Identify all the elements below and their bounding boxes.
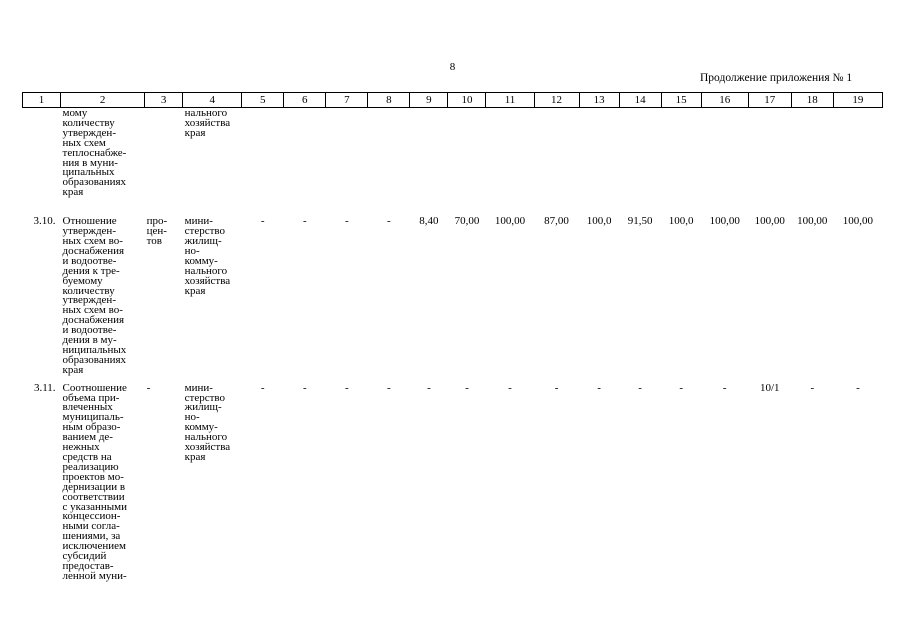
value-cell: - (387, 381, 391, 394)
value-cell: - (508, 381, 512, 394)
value-cell: - (597, 381, 601, 394)
page-number: 8 (449, 61, 456, 73)
header-cell: 1 (23, 93, 61, 108)
unit-cell: - (146, 381, 151, 394)
header-cell: 7 (326, 93, 368, 108)
indicator-name: Соотношение объема при- влеченных муниципаль- ным образо- ванием де- нежных средств на реализацию проектов мо- дернизации в соответствии с указанными концессион- ными согла- шениями, за исключением субсидий предостав- ленной муни- (62, 381, 127, 582)
value-cell: - (722, 381, 727, 394)
value-cell (833, 108, 882, 199)
value-cell (661, 108, 701, 199)
value-cell (326, 108, 368, 199)
table-row (23, 198, 883, 376)
value-cell: - (260, 381, 265, 394)
header-cell: 13 (579, 93, 619, 108)
value-cell: 91,50 (627, 215, 653, 228)
continuation-title: Продолжение приложения № 1 (700, 72, 853, 84)
indicator-name: Отношение утвержден- ных схем во- доснабжения и водоотве- дения к тре- буемому количеству утвержден- ных схем во- доснабжения и водоотве- дения в му- ниципальных образованиях края (62, 215, 127, 376)
value-cell (368, 108, 410, 199)
table-row (23, 376, 883, 582)
header-cell: 15 (661, 93, 701, 108)
value-cell: 100,0 (668, 215, 694, 228)
value-cell: - (638, 381, 642, 394)
value-cell (748, 108, 791, 199)
header-cell: 18 (791, 93, 833, 108)
header-row (23, 93, 883, 108)
value-cell (486, 108, 534, 199)
value-cell: - (427, 381, 431, 394)
header-cell: 6 (284, 93, 326, 108)
value-cell: - (679, 381, 683, 394)
value-cell (284, 108, 326, 199)
value-cell: 100,00 (709, 215, 740, 228)
header-cell: 4 (183, 93, 242, 108)
value-cell: - (302, 215, 307, 228)
header-cell: 12 (534, 93, 579, 108)
header-cell: 14 (619, 93, 661, 108)
header-cell: 11 (486, 93, 534, 108)
value-cell (242, 108, 284, 199)
executor-cell: мини- стерство жилищ- но- комму- нального хозяйства края (184, 215, 231, 297)
value-cell: 10/1 (759, 381, 780, 394)
executor-cell: нального хозяйства края (184, 107, 231, 139)
indicators-table (22, 92, 883, 582)
value-cell (791, 108, 833, 199)
header-cell: 19 (833, 93, 882, 108)
value-cell: - (554, 381, 559, 394)
value-cell: 100,0 (586, 215, 612, 228)
value-cell: - (345, 215, 349, 228)
header-cell: 2 (61, 93, 145, 108)
unit-cell: про- цен- тов (146, 215, 168, 247)
value-cell: 100,00 (797, 215, 828, 228)
value-cell: - (465, 381, 469, 394)
value-cell (701, 108, 748, 199)
value-cell: - (302, 381, 307, 394)
value-cell: 87,00 (544, 215, 569, 228)
value-cell: 100,00 (754, 215, 785, 228)
value-cell: - (345, 381, 349, 394)
row-number: 3.11. (33, 381, 56, 394)
value-cell (448, 108, 486, 199)
indicator-name: мому количеству утвержден- ных схем теплоснабже- ния в муни- ципальных образованиях края (62, 107, 127, 199)
table-row (23, 108, 883, 199)
header-cell: 3 (145, 93, 183, 108)
header-cell: 10 (448, 93, 486, 108)
row-number (23, 108, 61, 199)
value-cell: - (387, 215, 391, 228)
row-number: 3.10. (33, 215, 56, 228)
value-cell (534, 108, 579, 199)
header-cell: 5 (242, 93, 284, 108)
value-cell (619, 108, 661, 199)
unit-cell (145, 108, 183, 199)
value-cell: 100,00 (842, 215, 874, 228)
value-cell: - (260, 215, 265, 228)
value-cell (410, 108, 448, 199)
value-cell (579, 108, 619, 199)
value-cell: - (856, 381, 860, 394)
header-cell: 9 (410, 93, 448, 108)
value-cell: 8,40 (419, 215, 439, 228)
value-cell: - (810, 381, 815, 394)
value-cell: 100,00 (494, 215, 526, 228)
header-cell: 8 (368, 93, 410, 108)
header-cell: 17 (748, 93, 791, 108)
value-cell: 70,00 (454, 215, 480, 228)
executor-cell: мини- стерство жилищ- но- комму- нального хозяйства края (184, 381, 231, 463)
header-cell: 16 (701, 93, 748, 108)
